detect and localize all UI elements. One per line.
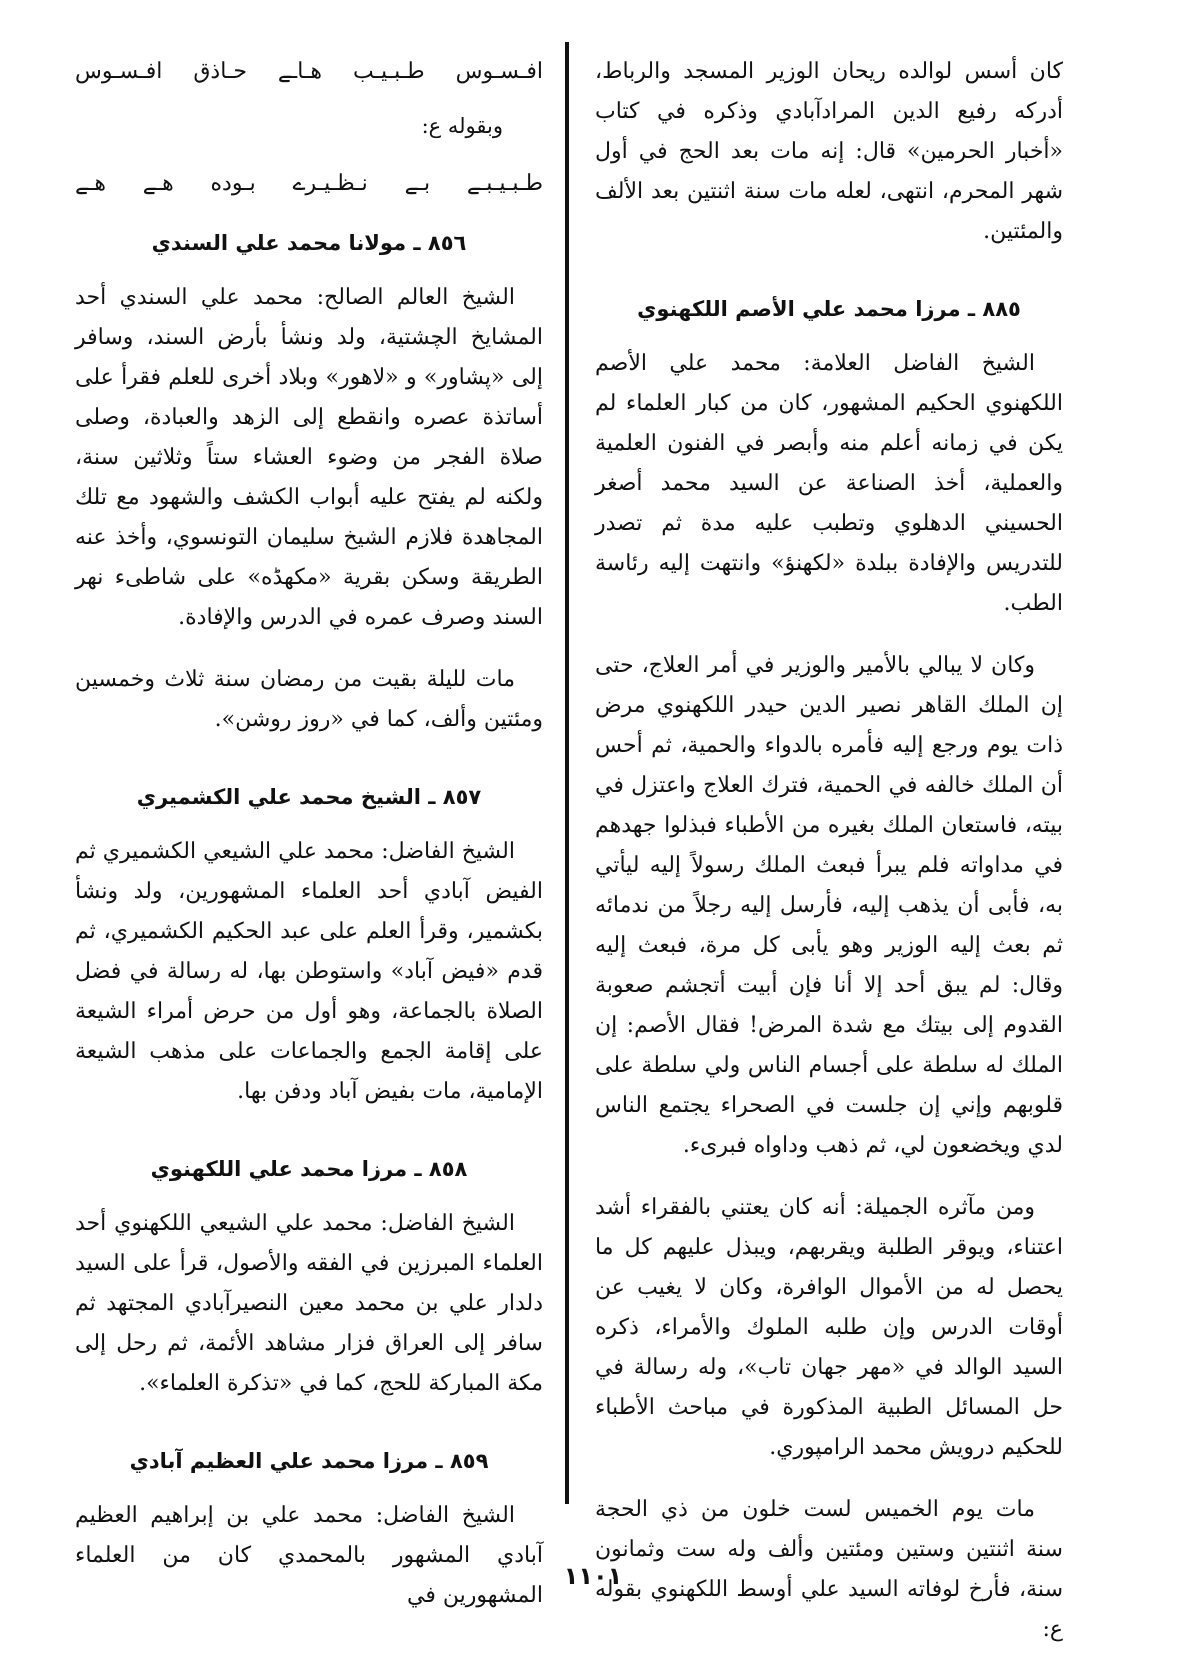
entry-857-paragraph-1: الشيخ الفاضل: محمد علي الشيعي الكشميري ثم الفيض آبادي أحد العلماء المشهورين، ولد ونشأ بكشمير، وقرأ العلم على عبد الحكيم الكشميري، ثم قدم «فيض آباد» واستوطن بها، له رسالة في فضل الصلاة بالجماعة، وهو أول من حرض أمراء الشيعة على إقامة الجمع والجماعات على مذهب الشيعة الإمامية، مات بفيض آباد ودفن بها. xyxy=(75,839,543,1104)
entry-856-paragraph-1: الشيخ العالم الصالح: محمد علي السندي أحد المشايخ الچشتية، ولد ونشأ بأرض السند، وسافر إلى «پشاور» و «لاهور» وبلاد أخرى للعلم فقرأ على أساتذة عصره وانقطع إلى الزهد والعبادة، وصلى صلاة الفجر من وضوء العشاء ستاً وثلاثين سنة، ولكنه لم يفتح عليه أبواب الكشف والشهود مع تلك المجاهدة فلازم الشيخ سليمان التونسوي، وأخذ عنه الطريقة وسكن بقرية «مكهڈه» على شاطىء نهر السند وصرف عمره في الدرس والإفادة. xyxy=(75,285,543,630)
intro-paragraph: كان أسس لوالده ريحان الوزير المسجد والرباط، أدركه رفيع الدين المرادآبادي وذكره في كتاب «أخبار الحرمين» قال: إنه مات بعد الحج في أول شهر المحرم، انتهى، لعله مات سنة اثنتين بعد الألف والمئتين. xyxy=(595,59,1063,244)
entry-heading-885: ٨٨٥ ـ مرزا محمد علي الأصم اللكهنوي xyxy=(637,297,1021,321)
page-number: ١١٠١ xyxy=(563,1562,623,1590)
entry-heading-859: ٨٥٩ ـ مرزا محمد علي العظيم آبادي xyxy=(129,1449,489,1473)
entry-heading-858: ٨٥٨ ـ مرزا محمد علي اللكهنوي xyxy=(150,1157,468,1181)
entry-885-paragraph-4: مات يوم الخميس لست خلون من ذي الحجة سنة اثنتين وستين ومئتين وألف وله ست وثمانون سنة، فأرخ لوفاته السيد علي أوسط اللكهنوي بقوله ع: xyxy=(595,1497,1063,1642)
verse-line-2: طـبـيـبـے بـے نـظـيـرے بـوده هـے هـے xyxy=(75,171,543,196)
verse-intro-2: وبقوله ع: xyxy=(421,114,503,138)
entry-heading-856: ٨٥٦ ـ مولانا محمد علي السندي xyxy=(151,231,467,255)
right-column xyxy=(595,52,1063,1672)
entry-859-paragraph-1: الشيخ الفاضل: محمد علي بن إبراهيم العظيم آبادي المشهور بالمحمدي كان من العلماء المشهورين في xyxy=(75,1503,543,1608)
entry-885-paragraph-2: وكان لا يبالي بالأمير والوزير في أمر العلاج، حتى إن الملك القاهر نصير الدين حيدر اللكهنوي مرض ذات يوم ورجع إليه فأمره بالدواء والحمية، ثم أحس أن الملك خالفه في الحمية، فترك العلاج واعتزل في بيته، فاستعان الملك بغيره من الأطباء فبذلوا جهدهم في مداواته فلم يبرأ فبعث الملك رسولاً إليه ليأتي به، فأبى أن يذهب إليه، فأرسل إليه رجلاً من ندمائه ثم بعث إليه الوزير وهو يأبى كل مرة، فبعث إليه وقال: لم يبق أحد إلا أنا فإن أبيت أتجشم صعوبة القدوم إلى بيتك مع شدة المرض! فقال الأصم: إن الملك له سلطة على أجسام الناس ولي سلطة على قلوبهم وإني إن جلست في الصحراء يجتمع الناس لدي ويخضعون لي، ثم ذهب وداواه فبرىء. xyxy=(595,653,1063,1158)
left-column xyxy=(75,52,543,1638)
verse-line-1: افـسـوس طـبـيـب هـاـے حـاذق افـسـوس xyxy=(75,59,543,84)
entry-885-paragraph-3: ومن مآثره الجميلة: أنه كان يعتني بالفقراء أشد اعتناء، ويوقر الطلبة ويقربهم، ويبذل عليهم كل ما يحصل له من الأموال الوافرة، وكان لا يغيب عن أوقات الدرس وإن طلبه الملوك والأمراء، ذكره السيد الوالد في «مهر جهان تاب»، وله رسالة في حل المسائل الطبية المذكورة في مباحث الأطباء للحكيم درويش محمد الرامپوري. xyxy=(595,1195,1063,1460)
entry-858-paragraph-1: الشيخ الفاضل: محمد علي الشيعي اللكهنوي أحد العلماء المبرزين في الفقه والأصول، قرأ على السيد دلدار علي بن محمد معين النصيرآبادي المجتهد ثم سافر إلى العراق فزار مشاهد الأئمة، ثم رحل إلى مكة المباركة للحج، كما في «تذكرة العلماء». xyxy=(75,1211,543,1396)
entry-856-paragraph-2: مات لليلة بقيت من رمضان سنة ثلاث وخمسين ومئتين وألف، كما في «روز روشن». xyxy=(75,667,543,732)
column-divider xyxy=(565,42,569,1504)
entry-885-paragraph-1: الشيخ الفاضل العلامة: محمد علي الأصم اللكهنوي الحكيم المشهور، كان من كبار العلماء لم يكن في زمانه أعلم منه وأبصر في الفنون العلمية والعملية، أخذ الصناعة عن السيد محمد أصغر الحسيني الدهلوي وتطبب عليه مدة ثم تصدر للتدريس والإفادة ببلدة «لكهنؤ» وانتهت إليه رئاسة الطب. xyxy=(595,351,1063,616)
entry-heading-857: ٨٥٧ ـ الشيخ محمد علي الكشميري xyxy=(136,785,482,809)
